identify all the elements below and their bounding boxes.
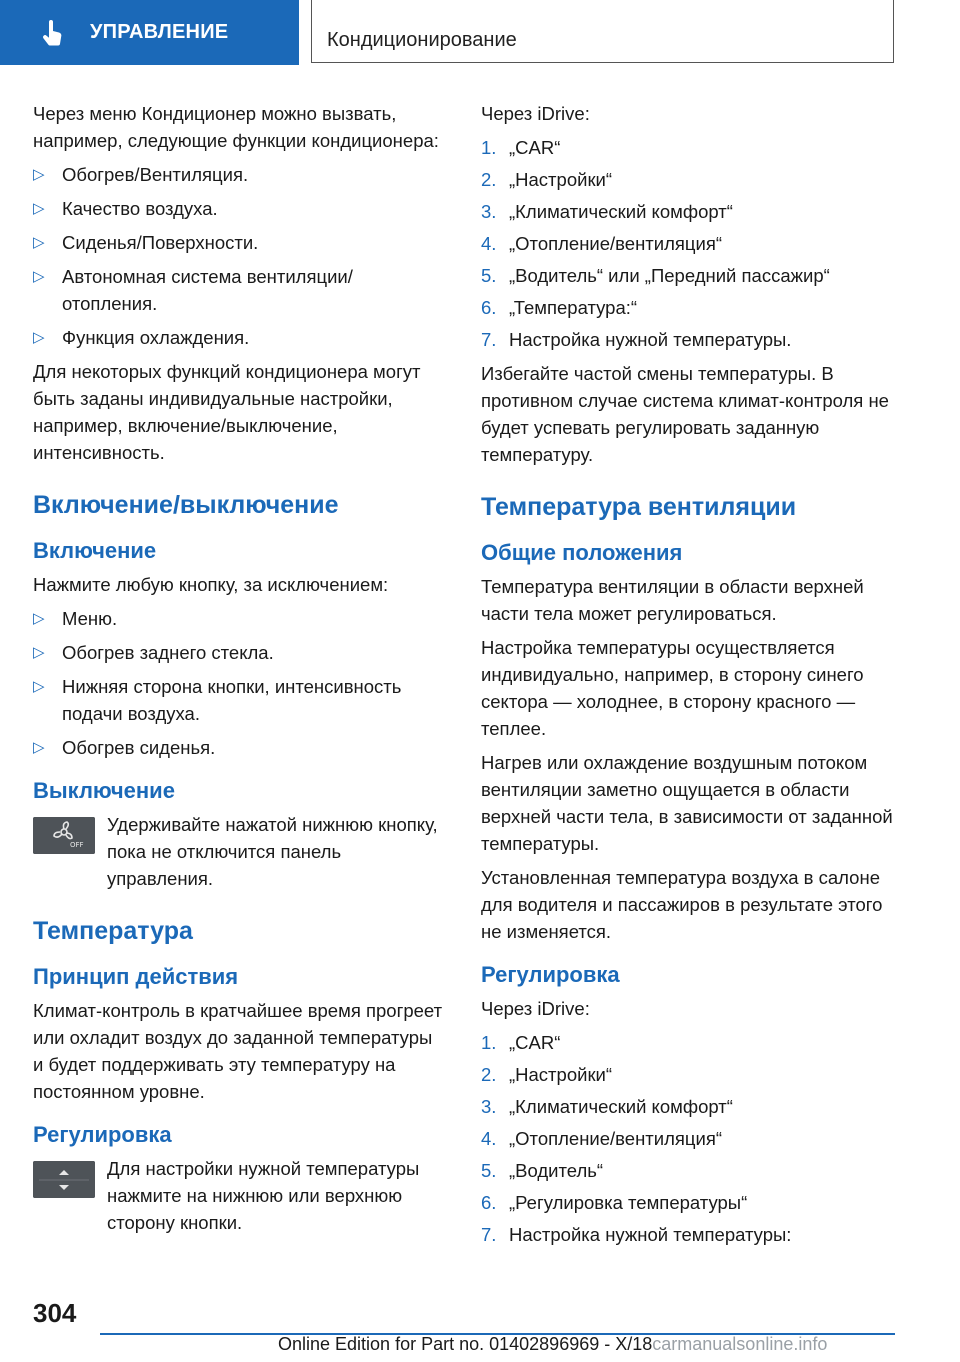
left-column bbox=[33, 100, 445, 1243]
adjust-instruction bbox=[33, 1155, 445, 1236]
list-item: ▷ Автономная система вентиляции/отопления. bbox=[33, 263, 445, 317]
adjust-text: Для настройки нужной температуры нажмите на нижнюю или верхнюю сторону кнопки. bbox=[107, 1158, 420, 1233]
list-item: 1. „CAR“ bbox=[481, 137, 561, 158]
list-item: 6. „Регулировка температуры“ bbox=[481, 1192, 748, 1213]
footer-edition bbox=[278, 1334, 827, 1355]
list-item: 1. „CAR“ bbox=[481, 1032, 561, 1053]
list-item: 2. „Настройки“ bbox=[481, 169, 613, 190]
edition-text: Online Edition for Part no. 01402896969 - X/18 bbox=[278, 1334, 653, 1354]
list-item: ▷ Обогрев/Вентиляция. bbox=[33, 161, 445, 188]
section-tab bbox=[0, 0, 299, 65]
list-item: ▷ Обогрев заднего стекла. bbox=[33, 639, 445, 666]
list-item: 3. „Климатический комфорт“ bbox=[481, 1096, 733, 1117]
list-item: 4. „Отопление/вентиляция“ bbox=[481, 1128, 723, 1149]
vent-adjust-heading: Регулировка bbox=[481, 962, 620, 987]
list-item: 2. „Настройки“ bbox=[481, 1064, 613, 1085]
principle-heading: Принцип действия bbox=[33, 964, 239, 989]
hand-pointer-icon bbox=[40, 20, 66, 46]
list-item: 4. „Отопление/вентиляция“ bbox=[481, 233, 723, 254]
menu-function-list bbox=[33, 161, 445, 351]
list-item: ▷ Обогрев сиденья. bbox=[33, 734, 445, 761]
adjust-heading: Регулировка bbox=[33, 1122, 172, 1147]
fan-off-button-icon bbox=[33, 817, 95, 854]
list-item: ▷ Сиденья/Поверхности. bbox=[33, 229, 445, 256]
list-item: 5. „Водитель“ bbox=[481, 1160, 604, 1181]
onoff-heading: Включение/выключение bbox=[33, 491, 339, 519]
principle-paragraph: Климат-контроль в кратчайшее время прогреет или охладит воздух до заданной температуры и будет поддерживать эту температуру на постоянном уровне. bbox=[33, 1000, 443, 1102]
intro-paragraph: Через меню Кондиционер можно вызвать, например, следующие функции кондиционера: bbox=[33, 103, 439, 151]
vent-temperature-heading: Температура вентиляции bbox=[481, 493, 797, 521]
general-paragraph-4: Установленная температура воздуха в салоне для водителя и пассажиров в результате этого не изменяется. bbox=[481, 867, 883, 942]
on-paragraph: Нажмите любую кнопку, за исключением: bbox=[33, 574, 389, 595]
up-down-button-icon bbox=[33, 1161, 95, 1198]
general-paragraph-1: Температура вентиляции в области верхней части тела может регулироваться. bbox=[481, 576, 864, 624]
on-heading: Включение bbox=[33, 538, 157, 563]
page-number: 304 bbox=[33, 1298, 77, 1328]
list-item: 7. Настройка нужной температуры: bbox=[481, 1224, 792, 1245]
on-exception-list bbox=[33, 605, 445, 761]
list-item: ▷ Функция охлаждения. bbox=[33, 324, 445, 351]
temperature-heading: Температура bbox=[33, 917, 193, 945]
list-item: ▷ Меню. bbox=[33, 605, 445, 632]
svg-text:OFF: OFF bbox=[70, 841, 84, 849]
chapter-title: Кондиционирование bbox=[311, 0, 894, 63]
settings-paragraph: Для некоторых функций кондиционера могут быть заданы индивидуальные настройки, например, включение/выключение, интенсивность. bbox=[33, 361, 421, 463]
off-text: Удерживайте нажатой нижнюю кнопку, пока не отключится панель управления. bbox=[107, 814, 438, 889]
list-item: 5. „Водитель“ или „Передний пассажир“ bbox=[481, 265, 830, 286]
section-label: УПРАВЛЕНИЕ bbox=[90, 21, 229, 43]
general-heading: Общие положения bbox=[481, 540, 683, 565]
idrive-intro-2: Через iDrive: bbox=[481, 998, 590, 1019]
off-heading: Выключение bbox=[33, 778, 175, 803]
avoid-paragraph: Избегайте частой смены температуры. В противном случае система климат-контроля не будет успевать регулировать заданную температуру. bbox=[481, 363, 889, 465]
list-item: ▷ Качество воздуха. bbox=[33, 195, 445, 222]
list-item: 3. „Климатический комфорт“ bbox=[481, 201, 733, 222]
list-item: 6. „Температура:“ bbox=[481, 297, 638, 318]
off-instruction bbox=[33, 811, 445, 892]
watermark-text: carmanualsonline.info bbox=[652, 1334, 828, 1354]
list-item: ▷ Нижняя сторона кнопки, интенсивность подачи воздуха. bbox=[33, 673, 445, 727]
right-column bbox=[481, 100, 901, 1255]
idrive-steps-temperature bbox=[481, 134, 901, 353]
idrive-steps-vent bbox=[481, 1029, 901, 1248]
general-paragraph-2: Настройка температуры осуществляется индивидуально, например, в сторону синего сектора — холоднее, в сторону красного — теплее. bbox=[481, 637, 864, 739]
idrive-intro: Через iDrive: bbox=[481, 103, 590, 124]
list-item: 7. Настройка нужной температуры. bbox=[481, 329, 792, 350]
general-paragraph-3: Нагрев или охлаждение воздушным потоком вентиляции заметно ощущается в области верхней части тела, в зависимости от заданной температуры. bbox=[481, 752, 893, 854]
